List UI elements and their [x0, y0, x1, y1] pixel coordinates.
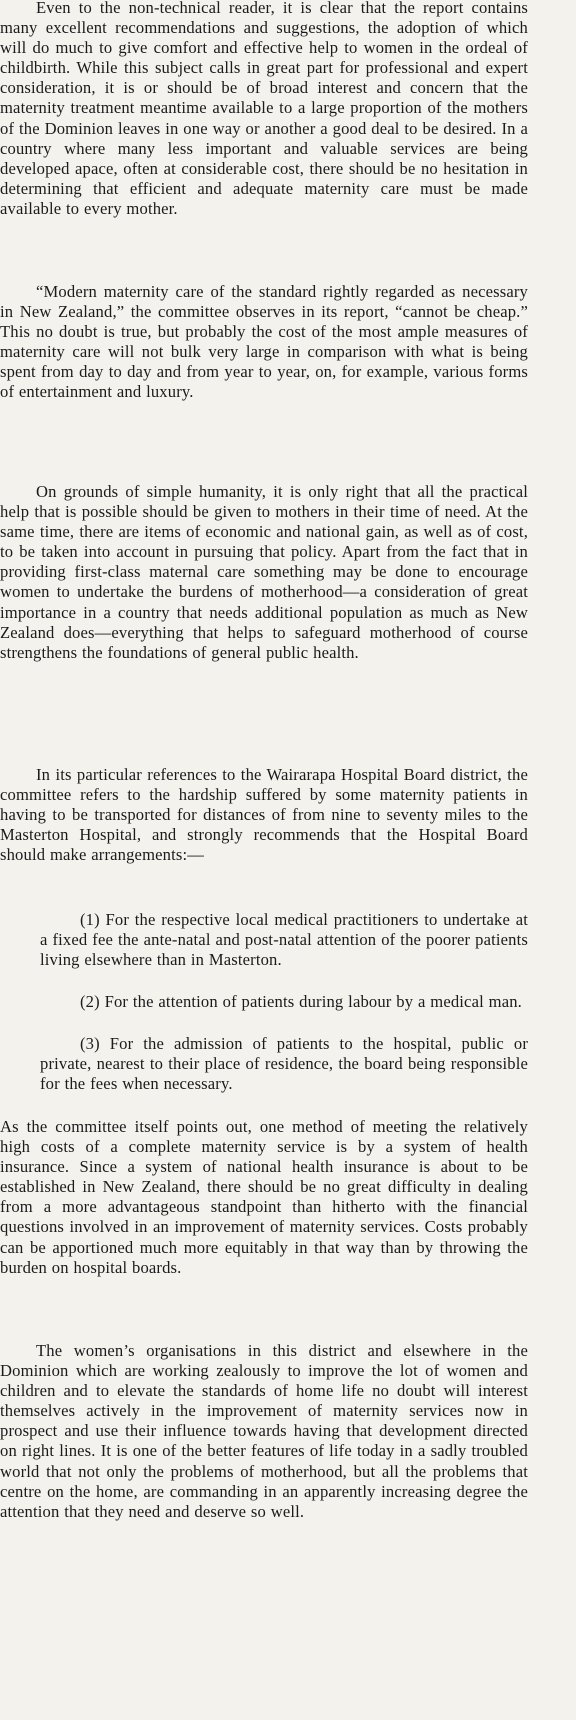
recommendation-item-2: (2) For the attention of patients during labour by a medical man. — [80, 992, 522, 1011]
article-paragraph-5: As the committee itself points out, one method of meeting the relatively high costs of a complete maternity service is by a system of health insurance. Since a system of national health insurance is about to be established in New Zealand, there should be no great difficulty in dealing from a more advantageous standpoint than hitherto with the financial questions involved in an improvement of maternity services. Costs probably can be apportioned much more equitably in that way than by throwing the burden on hospital boards. — [0, 1117, 528, 1277]
article-paragraph-4: In its particular references to the Wairarapa Hospital Board district, the committee refers to the hardship suffered by some maternity patients in having to be transported for distances of from nine to seventy miles to the Masterton Hospital, and strongly recommends that the Hospital Board should make arrangements:— — [0, 765, 528, 865]
article-paragraph-2: “Modern maternity care of the standard rightly regarded as necessary in New Zealand,” the committee observes in its report, “cannot be cheap.” This no doubt is true, but probably the cost of the most ample measures of maternity care will not bulk very large in comparison with what is being spent from day to day and from year to year, on, for example, various forms of entertainment and luxury. — [0, 282, 528, 402]
article-paragraph-1: Even to the non-technical reader, it is clear that the report contains many excellent recommendations and suggestions, the adoption of which will do much to give comfort and effective help to women in the ordeal of childbirth. While this subject calls in great part for professional and expert consideration, it is or should be of broad interest and concern that the maternity treatment meantime available to a large proportion of the mothers of the Dominion leaves in one way or another a good deal to be desired. In a country where many less important and valuable services are being developed apace, often at considerable cost, there should be no hesitation in determining that efficient and adequate maternity care must be made available to every mother. — [0, 0, 528, 218]
article-paragraph-3: On grounds of simple humanity, it is only right that all the practical help that is possible should be given to mothers in their time of need. At the same time, there are items of economic and national gain, as well as of cost, to be taken into account in pursuing that policy. Apart from the fact that in providing first-class maternal care something may be done to encourage women to undertake the burdens of motherhood—a consideration of great importance in a country that needs additional population as much as New Zealand does—everything that helps to safeguard motherhood of course strengthens the foundations of general public health. — [0, 482, 528, 662]
recommendation-item-1: (1) For the respective local medical practitioners to undertake at a fixed fee the ante-natal and post-natal attention of the poorer patients living elsewhere than in Masterton. — [40, 910, 528, 970]
recommendation-item-3: (3) For the admission of patients to the hospital, public or private, nearest to their place of residence, the board being responsible for the fees when necessary. — [40, 1034, 528, 1094]
article-paragraph-6: The women’s organisations in this district and elsewhere in the Dominion which are working zealously to improve the lot of women and children and to elevate the standards of home life no doubt will interest themselves actively in the improvement of maternity services now in prospect and use their influence towards having that development directed on right lines. It is one of the better features of life today in a sadly troubled world that not only the problems of motherhood, but all the problems that centre on the home, are commanding in an apparently increasing degree the attention that they need and deserve so well. — [0, 1341, 528, 1521]
